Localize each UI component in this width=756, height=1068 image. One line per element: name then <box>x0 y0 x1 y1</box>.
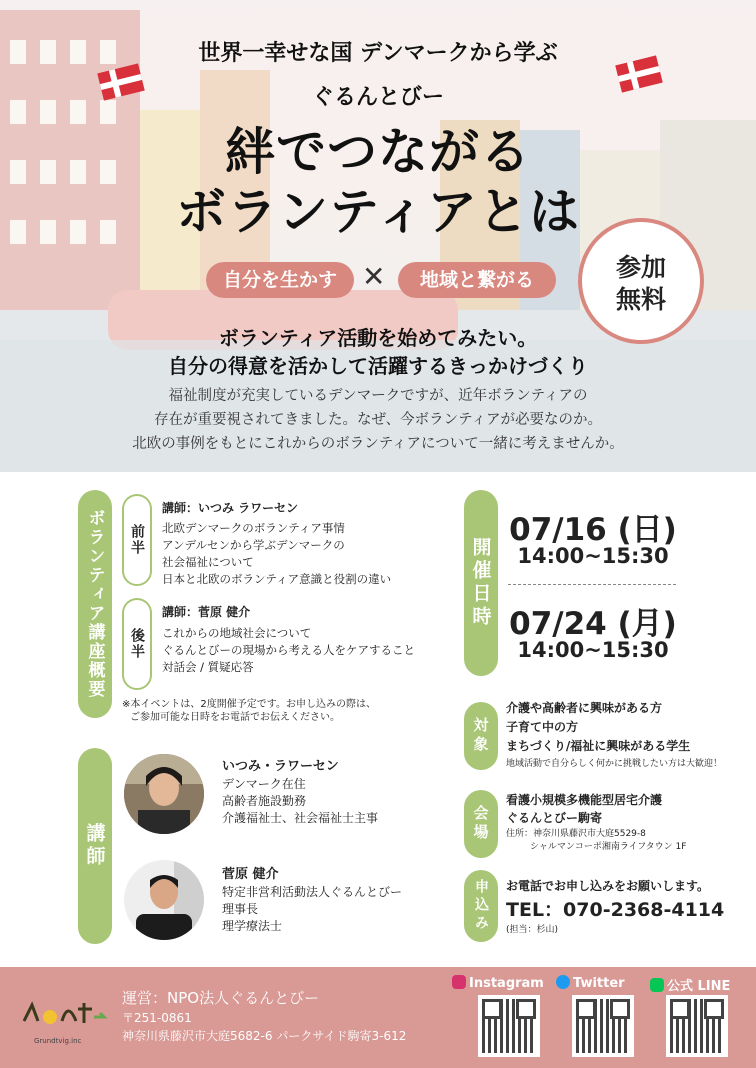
footer-postal: 〒251-0861 <box>122 1011 192 1025</box>
second-half-item: 対話会 / 質疑応答 <box>162 660 254 674</box>
first-half-item: 社会福祉について <box>162 555 254 569</box>
lecturer-2-name: 菅原 健介 <box>222 867 279 882</box>
line-icon <box>650 978 664 992</box>
date-divider <box>508 584 676 585</box>
sns-label: 公式 LINE <box>667 979 731 994</box>
target-item: まちづくり/福祉に興味がある学生 <box>506 739 691 753</box>
target-item: 子育て中の方 <box>506 720 579 734</box>
course-tab: ボランティア講座概要 <box>78 490 112 718</box>
sns-label: Twitter <box>573 976 625 991</box>
schedule-tab: 開催日時 <box>464 490 498 676</box>
body-line-1: 福祉制度が充実しているデンマークですが、近年ボランティアの <box>168 388 588 404</box>
venue-name-2: ぐるんとびー駒寄 <box>506 811 603 825</box>
second-half-item: これからの地域社会について <box>162 626 312 640</box>
time-2: 14:00~15:30 <box>517 638 669 662</box>
lecturer-2-line: 特定非営利活動法人ぐるんとびー <box>222 885 403 899</box>
venue-address-1: 住所：神奈川県藤沢市大庭5529-8 <box>506 829 646 839</box>
second-half-label: 後半 <box>122 598 152 690</box>
sns-label: Instagram <box>469 976 544 991</box>
line-qr-code[interactable] <box>666 995 728 1057</box>
apply-text: お電話でお申し込みをお願いします。 <box>506 879 710 893</box>
footer-operator: 運営：NPO法人ぐるんとびー <box>122 989 320 1007</box>
time-1: 14:00~15:30 <box>517 544 669 568</box>
avatar <box>124 860 204 940</box>
tagline: 世界一幸せな国 デンマークから学ぶ <box>198 41 558 66</box>
org-kana: ぐるんとびー <box>311 85 444 110</box>
lecturer-2-line: 理事長 <box>222 902 259 916</box>
title-line-2: ボランティアとは <box>176 183 580 241</box>
instagram-qr-code[interactable] <box>478 995 540 1057</box>
first-half-lecturer: 講師：いつみ ラワーセン <box>162 501 298 515</box>
cross-icon: ✕ <box>362 260 386 293</box>
lead-line-2: 自分の得意を活かして活躍するきっかけづくり <box>168 354 588 378</box>
logo-text: Grundtvig.inc <box>34 1037 82 1045</box>
venue-name-1: 看護小規模多機能型居宅介護 <box>506 793 663 807</box>
free-line-1: 参加 <box>615 253 666 282</box>
twitter-link[interactable] <box>556 975 625 991</box>
target-tab: 対象 <box>464 702 498 770</box>
second-half-lecturer: 講師：菅原 健介 <box>162 605 251 619</box>
instagram-icon <box>452 975 466 989</box>
twitter-qr-code[interactable] <box>572 995 634 1057</box>
twitter-bird-icon <box>556 975 570 989</box>
apply-tel: TEL：070-2368-4114 <box>506 899 725 921</box>
body-line-2: 存在が重要視されてきました。なぜ、今ボランティアが必要なのか。 <box>154 412 602 428</box>
footer-address: 神奈川県藤沢市大庭5682-6 パークサイド駒寄3-612 <box>122 1029 407 1043</box>
lecturer-1-name: いつみ・ラワーセン <box>222 759 339 774</box>
lecturer-1-line: 介護福祉士、社会福祉士主事 <box>222 811 379 825</box>
first-half-item: 北欧デンマークのボランティア事情 <box>162 521 345 535</box>
course-note-1: ※本イベントは、2度開催予定です。お申し込みの際は、 <box>122 699 376 710</box>
second-half-item: ぐるんとびーの現場から考える人をケアすること <box>162 643 415 657</box>
lead-line-1: ボランティア活動を始めてみたい。 <box>218 326 538 350</box>
grundtvig-logo <box>18 991 108 1041</box>
instagram-link[interactable] <box>452 975 544 991</box>
avatar <box>124 754 204 834</box>
target-item: 介護や高齢者に興味がある方 <box>506 701 663 715</box>
date-2: 07/24 (月) <box>509 606 677 642</box>
line-link[interactable] <box>650 975 730 994</box>
free-line-2: 無料 <box>615 285 666 314</box>
target-note: 地域活動で自分らしく何かに挑戦したい方は大歓迎！ <box>506 759 723 769</box>
course-note-2: ご参加可能な日時をお電話でお伝えください。 <box>130 712 340 723</box>
venue-tab: 会場 <box>464 790 498 858</box>
date-1: 07/16 (日) <box>509 512 677 548</box>
body-line-3: 北欧の事例をもとにこれからのボランティアについて一緒に考えませんか。 <box>132 436 624 452</box>
pill-community: 地域と繋がる <box>398 262 556 298</box>
lecturer-1-line: デンマーク在住 <box>222 777 306 791</box>
lecturer-1-line: 高齢者施設勤務 <box>222 794 307 808</box>
first-half-label: 前半 <box>122 494 152 586</box>
pill-self: 自分を生かす <box>206 262 354 298</box>
venue-address-2: シャルマンコーポ湘南ライフタウン 1F <box>530 842 687 852</box>
first-half-item: 日本と北欧のボランティア意識と役割の違い <box>162 572 392 586</box>
apply-contact: (担当：杉山) <box>506 925 559 935</box>
lecturer-2-line: 理学療法士 <box>222 919 283 933</box>
first-half-item: アンデルセンから学ぶデンマークの <box>162 538 345 552</box>
title-line-1: 絆でつながる <box>225 123 531 181</box>
footer <box>0 967 756 1068</box>
apply-tab: 申込み <box>464 870 498 942</box>
lecturers-tab: 講師 <box>78 748 112 944</box>
